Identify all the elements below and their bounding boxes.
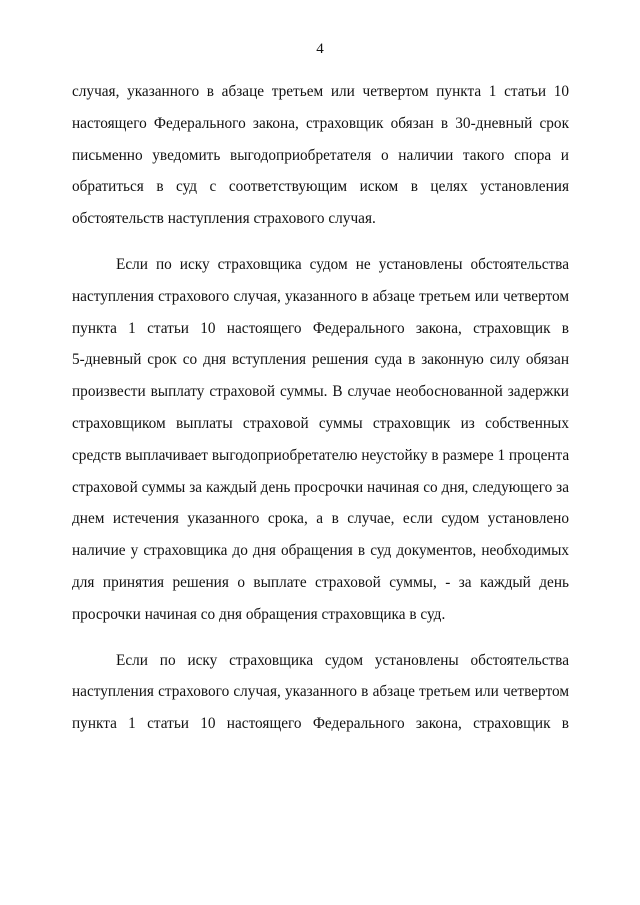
text-line: днем истечения указанного срока, а в случае, если судом установлено bbox=[72, 510, 569, 528]
text-line: Если по иску страховщика судом не установлены обстоятельства bbox=[116, 255, 569, 273]
text-line: 5-дневный срок со дня вступления решения суда в законную силу обязан bbox=[72, 351, 569, 369]
text-line: случая, указанного в абзаце третьем или четвертом пункта 1 статьи 10 bbox=[72, 83, 569, 100]
text-line: настоящего Федерального закона, страховщик обязан в 30-дневный срок bbox=[72, 114, 569, 132]
paragraph-3 bbox=[72, 645, 569, 740]
text-line: средств выплачивает выгодоприобретателю неустойку в размере 1 процента bbox=[72, 446, 570, 464]
text-line: страховой суммы за каждый день просрочки начиная со дня, следующего за bbox=[72, 478, 569, 496]
text-line: наступления страхового случая, указанного в абзаце третьем или четвертом bbox=[72, 287, 569, 305]
text-line: произвести выплату страховой суммы. В случае необоснованной задержки bbox=[72, 383, 569, 401]
text-line: наличие у страховщика до дня обращения в суд документов, необходимых bbox=[72, 542, 569, 560]
paragraph-1 bbox=[72, 76, 569, 235]
document-body bbox=[72, 76, 569, 754]
text-line: пункта 1 статьи 10 настоящего Федерального закона, страховщик в bbox=[72, 319, 569, 337]
page-number: 4 bbox=[316, 41, 324, 57]
text-line: обстоятельств наступления страхового случая. bbox=[72, 210, 376, 228]
text-line: пункта 1 статьи 10 настоящего Федерального закона, страховщик в bbox=[72, 715, 569, 733]
text-line: Если по иску страховщика судом установлены обстоятельства bbox=[116, 651, 569, 669]
text-line: страховщиком выплаты страховой суммы страховщик из собственных bbox=[72, 414, 569, 432]
text-line: обратиться в суд с соответствующим иском в целях установления bbox=[72, 178, 569, 196]
text-line: для принятия решения о выплате страховой суммы, - за каждый день bbox=[72, 573, 569, 591]
text-line: просрочки начиная со дня обращения страховщика в суд. bbox=[72, 605, 446, 623]
text-line: письменно уведомить выгодоприобретателя о наличии такого спора и bbox=[72, 146, 569, 164]
text-line: наступления страхового случая, указанного в абзаце третьем или четвертом bbox=[72, 683, 569, 701]
paragraph-2 bbox=[72, 249, 569, 631]
